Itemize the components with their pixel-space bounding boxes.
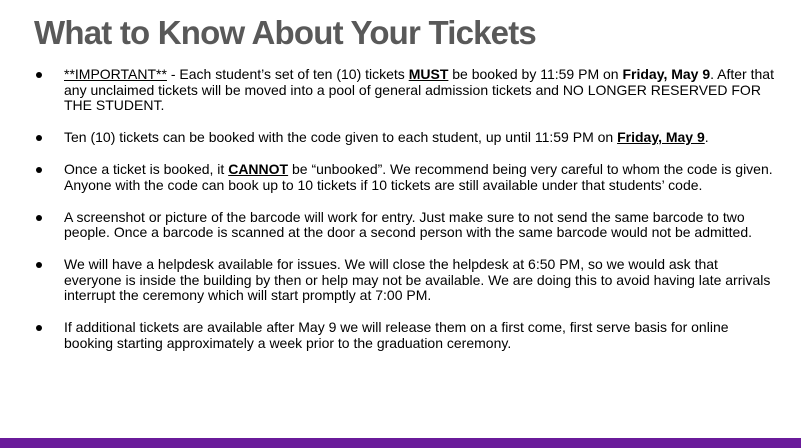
must-emphasis: MUST	[408, 66, 449, 82]
deadline-date: Friday, May 9	[622, 66, 711, 82]
ticket-info-list	[34, 67, 774, 351]
bottom-accent-bar	[0, 438, 801, 448]
bullet-dot-icon	[36, 215, 42, 221]
bullet-no-unbooking	[34, 162, 774, 193]
bullet-text: . After that any unclaimed tickets will be moved into a pool of general admission tickets and NO LONGER RESERVED FOR THE STUDENT.	[64, 66, 774, 113]
deadline-date: Friday, May 9	[617, 129, 705, 145]
bullet-booking-deadline	[34, 67, 774, 114]
bullet-text: .	[704, 129, 709, 145]
bullet-text: be “unbooked”. We recommend being very careful to whom the code is given. Anyone with the code can book up to 10 tickets if 10 tickets are still available under that students’ code.	[64, 161, 773, 193]
bullet-dot-icon	[36, 135, 42, 141]
bullet-text: - Each student’s set of ten (10) tickets	[166, 66, 409, 82]
bullet-dot-icon	[36, 262, 42, 268]
bullet-additional-tickets	[34, 320, 774, 351]
bullet-booking-code	[34, 130, 774, 146]
bullet-text: A screenshot or picture of the barcode will work for entry. Just make sure to not send the same barcode to two people. Once a barcode is scanned at the door a second person with the same barcode would not be admitted.	[64, 208, 752, 240]
bullet-text: If additional tickets are available after May 9 we will release them on a first come, first serve basis for online booking starting approximately a week prior to the graduation ceremony.	[64, 319, 729, 351]
bullet-dot-icon	[36, 72, 42, 78]
bullet-barcode-entry	[34, 210, 774, 241]
cannot-emphasis: CANNOT	[228, 161, 289, 177]
bullet-dot-icon	[36, 325, 42, 331]
bullet-helpdesk	[34, 257, 774, 304]
bullet-text: Ten (10) tickets can be booked with the code given to each student, up until 11:59 PM on	[64, 129, 618, 145]
bullet-text: We will have a helpdesk available for issues. We will close the helpdesk at 6:50 PM, so we would ask that everyone is inside the building by then or help may not be available. We are doing this to avoid having late arrivals interrupt the ceremony which will start promptly at 7:00 PM.	[64, 256, 771, 303]
page-title: What to Know About Your Tickets	[34, 14, 536, 51]
important-label: **IMPORTANT**	[64, 66, 167, 82]
bullet-dot-icon	[36, 167, 42, 173]
bullet-text: be booked by 11:59 PM on	[448, 66, 623, 82]
bullet-text: Once a ticket is booked, it	[64, 161, 229, 177]
